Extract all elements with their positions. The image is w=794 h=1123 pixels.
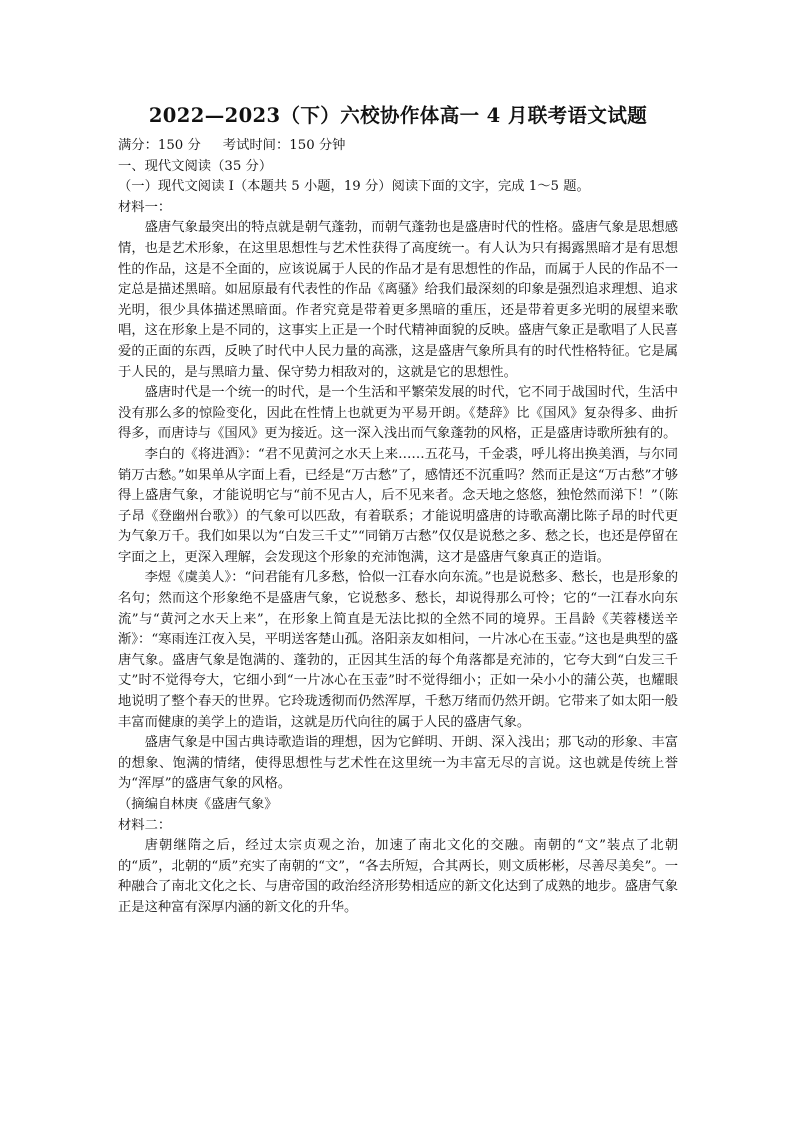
material-2-label: 材料二： bbox=[118, 817, 172, 833]
material-1-label: 材料一： bbox=[118, 199, 172, 215]
subsection-heading: （一）现代文阅读 I（本题共 5 小题，19 分）阅读下面的文字，完成 1～5 题。 bbox=[118, 179, 590, 195]
exam-page bbox=[118, 104, 678, 919]
material-1-source: （摘编自林庚《盛唐气象》 bbox=[118, 797, 278, 812]
material-1-paragraph-3: 李白的《将进酒》：“君不见黄河之水天上来……五花马，千金裘，呼儿将出换美酒，与尔同销万古愁。”如果单从字面上看，已经是“万古愁”了，感情还不沉重吗？然而正是这“万古愁”才够得上盛唐气象，才能说明它与“前不见古人，后不见来者。念天地之悠悠，独怆然而涕下！”（陈子昂《登幽州台歌》）的气象可以匹敌，有着联系；才能说明盛唐的诗歌高潮比陈子昂的时代更为气象万千。我们如果以为“白发三千丈”“同销万古愁”仅仅是说愁之多、愁之长，也还是停留在字面之上，更深入理解，会发现这个形象的充沛饱满，这才是盛唐气象真正的造诣。 bbox=[118, 446, 678, 565]
exam-meta bbox=[118, 136, 678, 157]
exam-title: 2022—2023（下）六校协作体高一 4 月联考语文试题 bbox=[148, 104, 648, 127]
material-1-paragraph-5: 盛唐气象是中国古典诗歌造诣的理想，因为它鲜明、开朗、深入浅出；那飞动的形象、丰富的想象、饱满的情绪，使得思想性与艺术性在这里统一为丰富无尽的言说。这也就是传统上誉为“浑厚”的盛唐气象的风格。 bbox=[118, 735, 678, 792]
exam-time: 考试时间：150 分钟 bbox=[222, 138, 346, 153]
section-heading: 一、现代文阅读（35 分） bbox=[118, 158, 273, 174]
material-1-paragraph-2: 盛唐时代是一个统一的时代，是一个生活和平繁荣发展的时代，它不同于战国时代，生活中没有那么多的惊险变化，因此在性情上也就更为平易开朗。《楚辞》比《国风》复杂得多、曲折得多，而唐诗与《国风》更为接近。这一深入浅出而气象蓬勃的风格，正是盛唐诗歌所独有的。 bbox=[118, 385, 678, 442]
full-score: 满分：150 分 bbox=[118, 138, 201, 153]
material-1-paragraph-4: 李煜《虞美人》：“问君能有几多愁，恰似一江春水向东流。”也是说愁多、愁长，也是形象的名句；然而这个形象绝不是盛唐气象，它说愁多、愁长，却说得那么可怜；它的“一江春水向东流”与“黄河之水天上来”，在形象上简直是无法比拟的全然不同的境界。王昌龄《芙蓉楼送辛渐》：“寒雨连江夜入吴，平明送客楚山孤。洛阳亲友如相问，一片冰心在玉壶。”这也是典型的盛唐气象。盛唐气象是饱满的、蓬勃的，正因其生活的每个角落都是充沛的，它夸大到“白发三千丈”时不觉得夸大，它细小到“一片冰心在玉壶”时不觉得细小；正如一朵小小的蒲公英，也耀眼地说明了整个春天的世界。它玲珑透彻而仍然浑厚，千愁万绪而仍然开朗。它带来了如太阳一般丰富而健康的美学上的造诣，这就是历代向往的属于人民的盛唐气象。 bbox=[118, 570, 678, 730]
material-1-paragraph-1: 盛唐气象最突出的特点就是朝气蓬勃，而朝气蓬勃也是盛唐时代的性格。盛唐气象是思想感情，也是艺术形象，在这里思想性与艺术性获得了高度统一。有人认为只有揭露黑暗才是有思想性的作品，这是不全面的，应该说属于人民的作品才是有思想性的作品，而属于人民的作品不一定总是描述黑暗。如屈原最有代表性的作品《离骚》给我们最深刻的印象是强烈追求理想、追求光明，很少具体描述黑暗面。作者究竟是带着更多黑暗的重压，还是带着更多光明的展望来歌唱，这在形象上是不同的，这事实上正是一个时代精神面貌的反映。盛唐气象正是歌唱了人民喜爱的正面的东西，反映了时代中人民力量的高涨，这是盛唐气象所具有的时代性格特征。它是属于人民的，是与黑暗力量、保守势力相敌对的，这就是它的思想性。 bbox=[118, 220, 678, 380]
material-2-paragraph-1: 唐朝继隋之后，经过太宗贞观之治，加速了南北文化的交融。南朝的“文”装点了北朝的“质”，北朝的“质”充实了南朝的“文”，“各去所短，合其两长，则文质彬彬，尽善尽美矣”。一种融合了南北文化之长、与唐帝国的政治经济形势相适应的新文化达到了成熟的地步。盛唐气象正是这种富有深厚内涵的新文化的升华。 bbox=[118, 838, 678, 915]
